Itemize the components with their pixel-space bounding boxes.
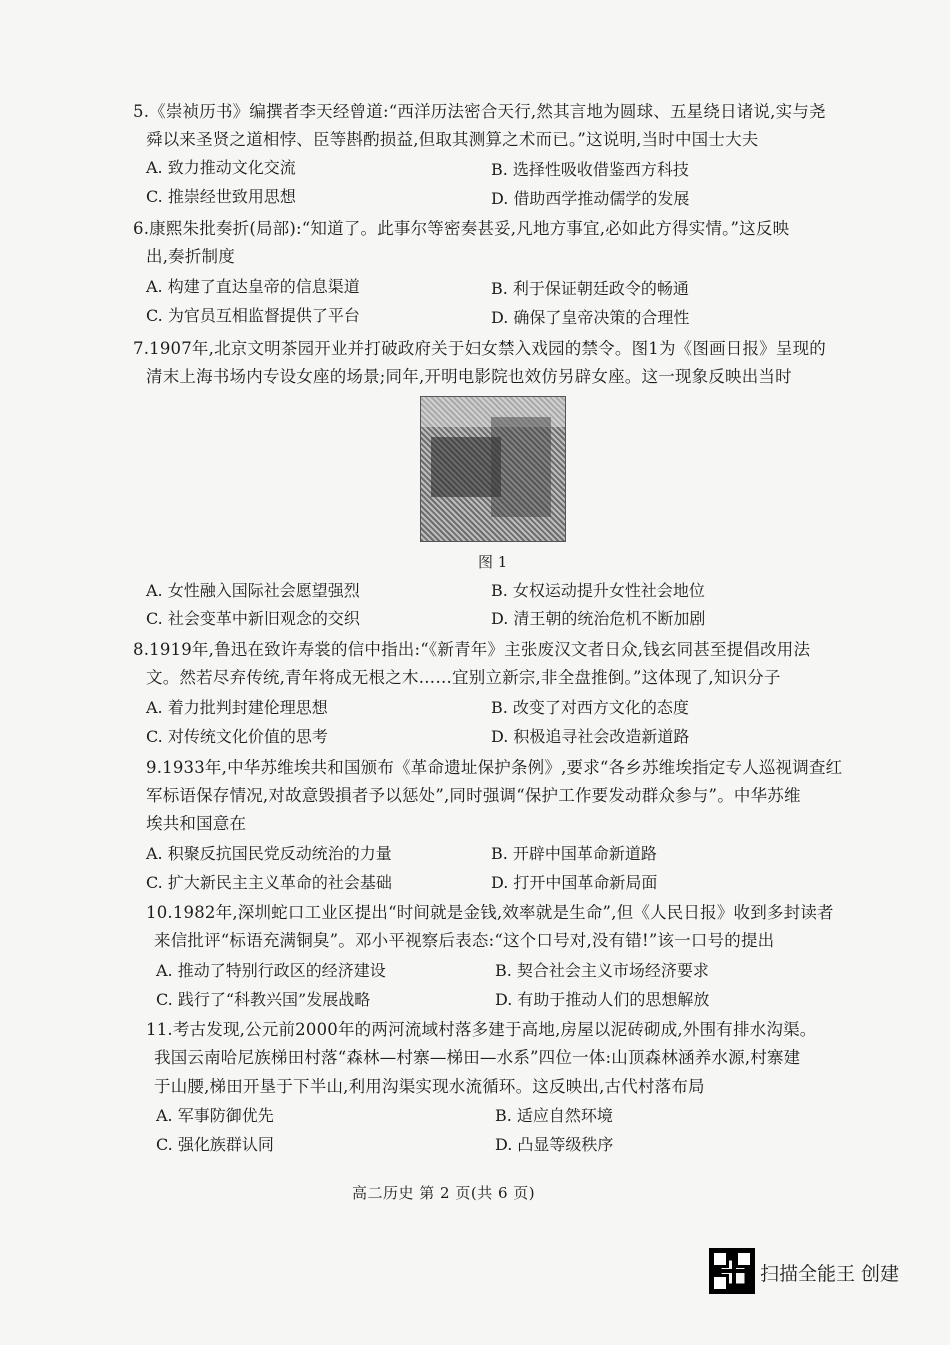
question-10-line-2: 来信批评“标语充满铜臭”。邓小平视察后表态:“这个口号对,没有错!”该一口号的提出 (154, 931, 775, 950)
question-6-line-1: 6.康熙朱批奏折(局部):“知道了。此事尔等密奏甚妥,凡地方事宜,必如此方得实情。”这反映 (133, 219, 790, 238)
page-footer: 高二历史 第 2 页(共 6 页) (352, 1184, 536, 1202)
question-11-line-3: 于山腰,梯田开垦于下半山,利用沟渠实现水流循环。这反映出,古代村落布局 (154, 1077, 705, 1096)
question-9-line-2: 军标语保存情况,对故意毁損者予以惩处”,同时强调“保护工作要发动群众参与”。中华苏维 (146, 786, 801, 805)
question-10-option-c: C. 践行了“科教兴国”发展战略 (156, 990, 371, 1009)
question-11-option-b: B. 适应自然环境 (495, 1106, 613, 1125)
question-8-option-b: B. 改变了对西方文化的态度 (491, 698, 689, 717)
question-6-option-d: D. 确保了皇帝决策的合理性 (491, 308, 690, 327)
question-7-option-b: B. 女权运动提升女性社会地位 (491, 581, 705, 600)
question-8-line-2: 文。然若尽弃传统,青年将成无根之木……宜别立新宗,非全盘推倒。”这体现了,知识分子 (146, 668, 781, 687)
question-11-option-a: A. 军事防御优先 (156, 1106, 274, 1125)
question-10-line-1: 10.1982年,深圳蛇口工业区提出“时间就是金钱,效率就是生命”,但《人民日报》收到多封读者 (146, 903, 834, 922)
question-10-option-d: D. 有助于推动人们的思想解放 (495, 990, 710, 1009)
question-6-line-2: 出,奏折制度 (146, 247, 235, 266)
question-7-line-2: 清末上海书场内专设女座的场景;同年,开明电影院也效仿另辟女座。这一现象反映出当时 (146, 367, 792, 386)
question-5-option-b: B. 选择性吸收借鉴西方科技 (491, 160, 689, 179)
question-7-line-1: 7.1907年,北京文明茶园开业并打破政府关于妇女禁入戏园的禁令。图1为《图画日报》呈现的 (133, 339, 826, 358)
question-8-line-1: 8.1919年,鲁迅在致许寿裳的信中指出:“《新青年》主张废汉文者日众,钱玄同甚至提倡改用法 (133, 640, 811, 659)
question-9-option-a: A. 积聚反抗国民党反动统治的力量 (146, 844, 392, 863)
question-9-line-1: 9.1933年,中华苏维埃共和国颁布《革命遗址保护条例》,要求“各乡苏维埃指定专人巡视调查红 (146, 758, 843, 777)
question-5-option-a: A. 致力推动文化交流 (146, 158, 296, 177)
scanner-watermark: 扫描全能王 创建 (760, 1263, 900, 1285)
question-11-line-2: 我国云南哈尼族梯田村落“森林—村寨—梯田—水系”四位一体:山顶森林涵养水源,村寨建 (154, 1048, 801, 1067)
qr-code-icon (709, 1248, 755, 1294)
question-7-option-c: C. 社会变革中新旧观念的交织 (146, 609, 360, 628)
question-11-option-d: D. 凸显等级秩序 (495, 1135, 614, 1154)
question-9-option-b: B. 开辟中国革命新道路 (491, 844, 657, 863)
figure-1-illustration (420, 396, 566, 542)
question-10-option-a: A. 推动了特别行政区的经济建设 (156, 961, 386, 980)
question-11-line-1: 11.考古发现,公元前2000年的两河流域村落多建于高地,房屋以泥砖砌成,外围有排水沟渠。 (146, 1020, 817, 1039)
question-6-option-c: C. 为官员互相监督提供了平台 (146, 306, 360, 325)
question-9-line-3: 埃共和国意在 (146, 814, 247, 833)
question-10-option-b: B. 契合社会主义市场经济要求 (495, 961, 709, 980)
question-5-line-2: 舜以来圣贤之道相悖、臣等斟酌损益,但取其测算之术而已。”这说明,当时中国士大夫 (146, 130, 759, 149)
question-9-option-d: D. 打开中国革命新局面 (491, 873, 658, 892)
question-11-option-c: C. 强化族群认同 (156, 1135, 274, 1154)
question-7-option-a: A. 女性融入国际社会愿望强烈 (146, 581, 360, 600)
figure-1-caption: 图 1 (478, 553, 508, 571)
question-8-option-a: A. 着力批判封建伦理思想 (146, 698, 328, 717)
question-6-option-a: A. 构建了直达皇帝的信息渠道 (146, 277, 360, 296)
question-8-option-c: C. 对传统文化价值的思考 (146, 727, 328, 746)
question-5-option-d: D. 借助西学推动儒学的发展 (491, 189, 690, 208)
question-6-option-b: B. 利于保证朝廷政令的畅通 (491, 279, 689, 298)
question-9-option-c: C. 扩大新民主主义革命的社会基础 (146, 873, 392, 892)
question-8-option-d: D. 积极追寻社会改造新道路 (491, 727, 690, 746)
question-7-option-d: D. 清王朝的统治危机不断加剧 (491, 609, 706, 628)
question-5-option-c: C. 推崇经世致用思想 (146, 187, 296, 206)
question-5-line-1: 5.《崇祯历书》编撰者李天经曾道:“西洋历法密合天行,然其言地为圆球、五星绕日诸说,实与尧 (133, 102, 826, 121)
